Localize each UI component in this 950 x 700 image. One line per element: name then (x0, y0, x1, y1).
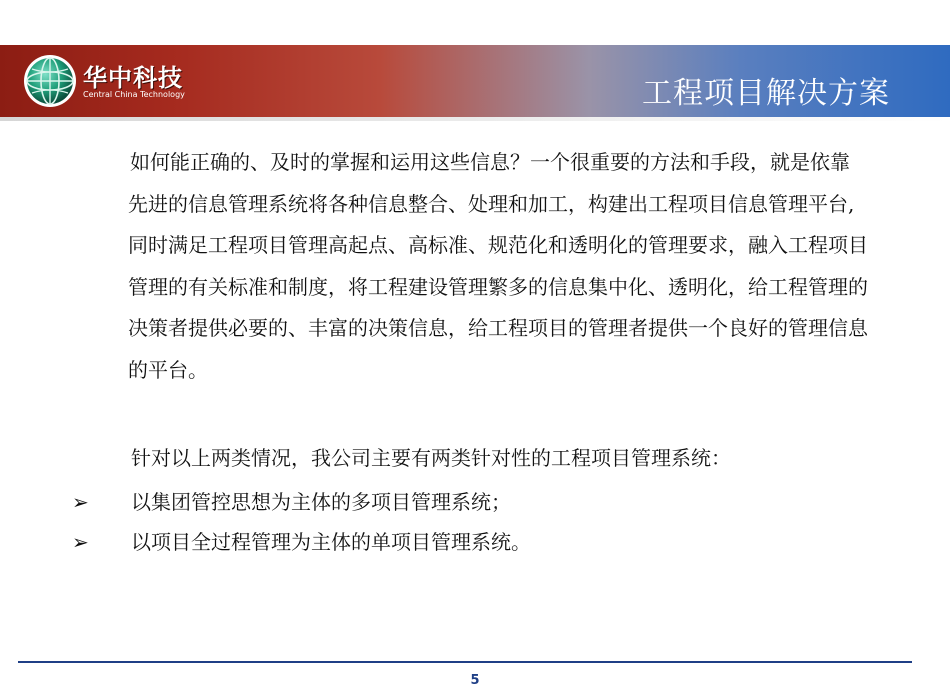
footer-divider (18, 661, 912, 663)
bullet-item: 以项目全过程管理为主体的单项目管理系统。 (131, 530, 531, 554)
page-number: 5 (470, 673, 480, 688)
slide-title: 工程项目解决方案 (642, 76, 890, 111)
globe-logo-icon (22, 53, 78, 109)
summary-paragraph: 针对以上两类情况，我公司主要有两类针对性的工程项目管理系统： (131, 446, 731, 470)
bullet-arrow-icon: ➢ (72, 490, 89, 514)
company-logo-subtitle: Central China Technology (83, 90, 185, 99)
bullet-arrow-icon: ➢ (72, 530, 89, 554)
body-paragraph: 如何能正确的、及时的掌握和运用这些信息？一个很重要的方法和手段，就是依靠先进的信息管理系统将各种信息整合、处理和加工，构建出工程项目信息管理平台,同时满足工程项目管理高起点、高标准、规范化和透明化的管理要求，融入工程项目管理的有关标准和制度，将工程建设管理繁多的信息集中化、透明化，给工程管理的决策者提供必要的、丰富的决策信息，给工程项目的管理者提供一个良好的管理信息的平台。 (128, 150, 868, 382)
company-logo-text: 华中科技 (83, 64, 183, 92)
bullet-item: 以集团管控思想为主体的多项目管理系统； (131, 490, 511, 514)
